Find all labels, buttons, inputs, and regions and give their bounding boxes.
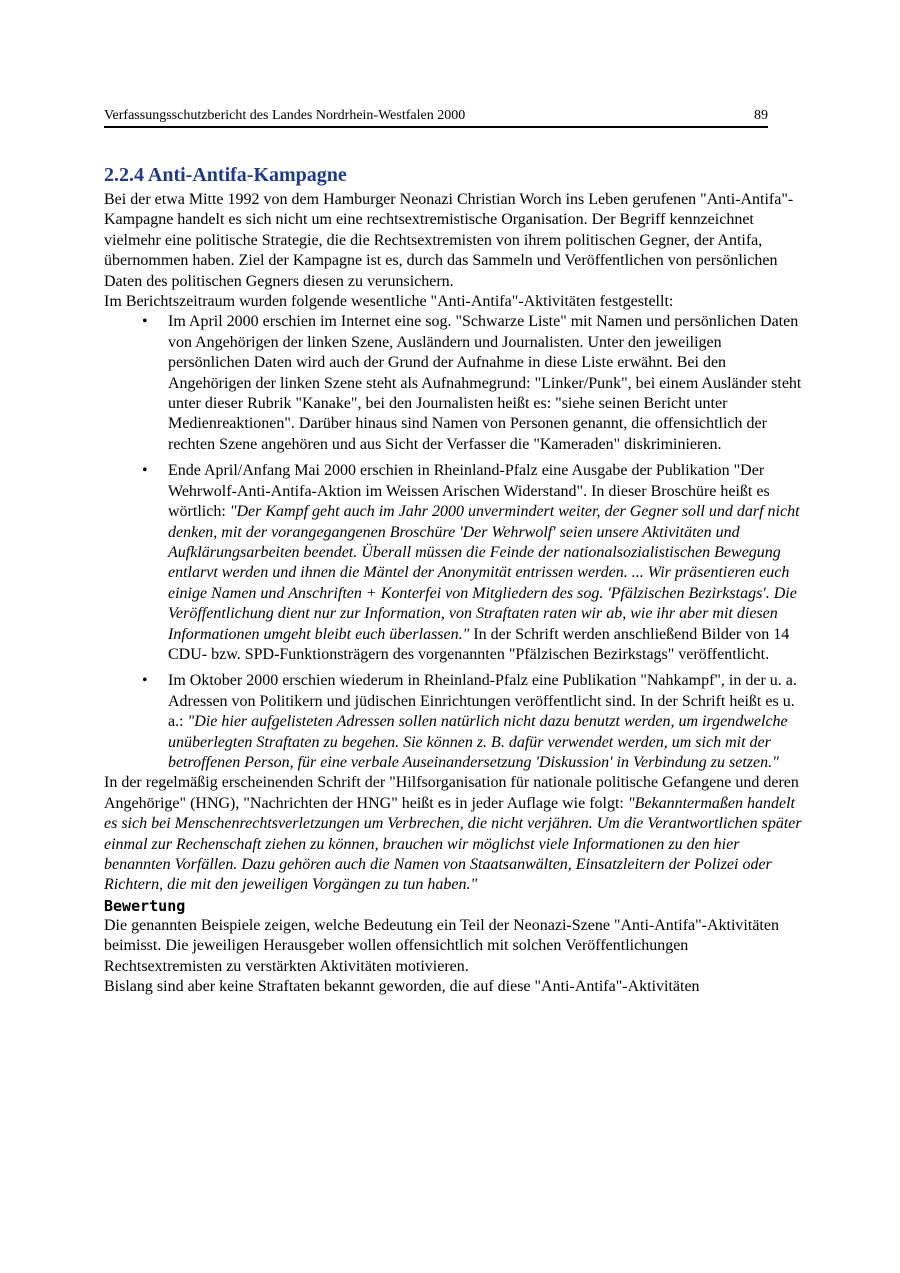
list-item-text: Im Oktober 2000 erschien wiederum in Rheinland-Pfalz eine Publikation "Nahkampf", in der u. a. Adressen von Politikern und jüdischen Einrichtungen veröffentlicht sind. In der Schrift heißt es u. a.: [168, 672, 797, 731]
activity-list [104, 312, 804, 773]
page-number: 89 [754, 108, 768, 123]
list-item-quote: "Der Kampf geht auch im Jahr 2000 unvermindert weiter, der Gegner soll und darf nicht denken, mit der vorangegangenen Broschüre 'Der Wehrwolf' seien unsere Aktivitäten und Aufklärungsarbeiten beendet. Überall müssen die Feinde der nationalsozialistischen Bewegung entlarvt werden und ihnen die Mäntel der Anonymität entrissen werden. ... Wir präsentieren euch einige Namen und Anschriften + Konterfei von Mitgliedern des sog. 'Pfälzischen Bezirkstags'. Die Veröffentlichung dient nur zur Information, von Straftaten raten wir ab, wie ihr aber mit diesen Informationen umgeht bleibt euch überlassen." [168, 503, 800, 643]
list-item-text: Im April 2000 erschien im Internet eine sog. "Schwarze Liste" mit Namen und persönlichen Daten von Angehörigen der linken Szene, Ausländern und Journalisten. Unter den jeweiligen persönlichen Daten wird auch der Grund der Aufnahme in diese Liste erwähnt. Bei den Angehörigen der linken Szene steht als Aufnahmegrund: "Linker/Punk", bei einem Ausländer steht unter dieser Rubrik "Kanake", bei den Journalisten heißt es: "siehe seinen Bericht unter Medienreaktionen". Darüber hinaus sind Namen von Personen genannt, die offensichtlich der rechten Szene angehören und aus Sicht der Verfasser die "Kameraden" diskriminieren. [168, 313, 802, 453]
lead-paragraph: Im Berichtszeitraum wurden folgende wesentliche "Anti-Antifa"-Aktivitäten festgestellt: [104, 293, 674, 311]
assessment-paragraph: Die genannten Beispiele zeigen, welche Bedeutung ein Teil der Neonazi-Szene "Anti-Antifa"-Aktivitäten beimisst. Die jeweiligen Herausgeber wollen offensichtlich mit solchen Veröffentlichungen Rechtsextremisten zu verstärkten Aktivitäten motivieren. [104, 916, 779, 975]
hng-paragraph [104, 773, 804, 895]
main-content [104, 163, 804, 997]
hng-quote: "Bekanntermaßen handelt es sich bei Menschenrechtsverletzungen um Verbrechen, die nicht verjähren. Um die Verantwortlichen später einmal zur Rechenschaft ziehen zu können, brauchen wir möglichst viele Informationen zu den hier benannten Vorfällen. Dazu gehören auch die Namen von Staatsanwälten, Einsatzleitern der Polizei oder Richtern, die mit den jeweiligen Vorgängen zu tun haben." [104, 794, 802, 894]
bullet-icon: • [142, 672, 148, 690]
list-item-text: Ende April/Anfang Mai 2000 erschien in Rheinland-Pfalz eine Ausgabe der Publikation "Der Wehrwolf-Anti-Antifa-Aktion im Weissen Arischen Widerstand". In dieser Broschüre heißt es wörtlich: [168, 462, 770, 521]
bullet-icon: • [142, 462, 148, 480]
list-item-quote: "Die hier aufgelisteten Adressen sollen natürlich nicht dazu benutzt werden, um irgendwelche unüberlegten Straftaten zu begehen. Sie können z. B. dafür verwendet werden, um sich mit der betroffenen Person, für eine verbale Auseinandersetzung 'Diskussion' in Verbindung zu setzen." [168, 713, 788, 771]
list-item [104, 312, 804, 455]
assessment-heading: Bewertung [104, 896, 186, 915]
intro-paragraph: Bei der etwa Mitte 1992 von dem Hamburger Neonazi Christian Worch ins Leben gerufenen "Anti-Antifa"-Kampagne handelt es sich nicht um eine rechtsextremistische Organisation. Der Begriff kennzeichnet vielmehr eine politische Strategie, die die Rechtsextremisten von ihrem politischen Gegner, der Antifa, übernommen haben. Ziel der Kampagne ist es, durch das Sammeln und Veröffentlichen von persönlichen Daten des politischen Gegners diesen zu verunsichern. [104, 191, 794, 290]
list-item-text: In der Schrift werden anschließend Bilder von 14 CDU- bzw. SPD-Funktionsträgern des vorgenannten "Pfälzischen Bezirkstags" veröffentlicht. [168, 625, 790, 663]
list-item [104, 461, 804, 665]
list-item [104, 671, 804, 773]
bullet-icon: • [142, 313, 148, 331]
section-title: 2.2.4 Anti-Antifa-Kampagne [104, 164, 347, 186]
hng-text: In der regelmäßig erscheinenden Schrift der "Hilfsorganisation für nationale politische Gefangene und deren Angehörige" (HNG), "Nachrichten der HNG" heißt es in jeder Auflage wie folgt: [104, 774, 799, 812]
assessment-paragraph-continued: Bislang sind aber keine Straftaten bekannt geworden, die auf diese "Anti-Antifa"-Aktivitäten [104, 978, 700, 996]
header-title: Verfassungsschutzbericht des Landes Nordrhein-Westfalen 2000 [104, 108, 466, 123]
running-header [104, 107, 768, 128]
